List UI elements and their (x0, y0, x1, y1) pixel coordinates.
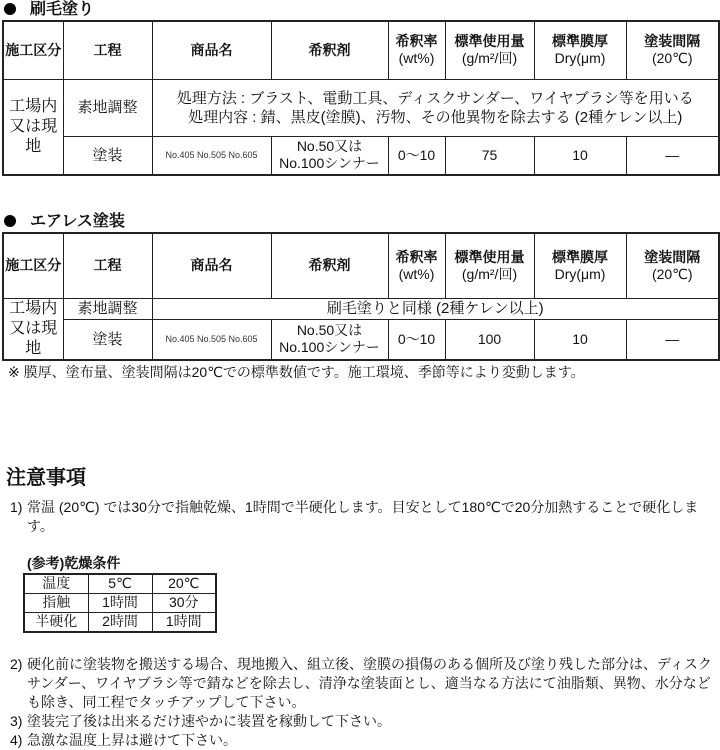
table-row (24, 612, 216, 632)
header-thickness: 標準膜厚 Dry(μm) (534, 21, 626, 79)
caution-item-3 (10, 712, 716, 731)
item-text: 常温 (20℃) では30分で指触乾燥、1時間で半硬化します。目安として180℃で20分加熱することで硬化します。 (27, 498, 699, 534)
header-product: 商品名 (152, 233, 271, 298)
airless-spec-table (2, 232, 720, 361)
table-row (24, 574, 216, 594)
item-number: 3) (10, 712, 23, 729)
item-number: 1) (10, 498, 23, 515)
cell: 半硬化 (24, 612, 88, 632)
table-row (3, 136, 719, 175)
cell: 1時間 (152, 612, 216, 632)
process-cell: 素地調整 (63, 79, 152, 136)
cell: 温度 (24, 574, 88, 594)
caution-item-1 (10, 498, 716, 536)
thickness-cell: 10 (534, 320, 626, 360)
item-text: 塗装完了後は出来るだけ速やかに装置を稼動して下さい。 (27, 712, 391, 729)
footnote: ※ 膜厚、塗布量、塗装間隔は20℃での標準数値です。施工環境、季節等により変動します。 (8, 363, 585, 380)
product-cell: No.405 No.505 No.605 (152, 136, 271, 175)
table-row (3, 79, 719, 136)
dry-table-title: (参考)乾燥条件 (27, 554, 121, 571)
header-dilution: 希釈率 (wt%) (388, 233, 445, 298)
prep-text-cell: 処理方法 : ブラスト、電動工具、ディスクサンダー、ワイヤブラシ等を用いる 処理内容 : 錆、黒皮(塗膜)、汚物、その他異物を除去する (2種ケレン以上) (152, 79, 719, 136)
bullet-icon (4, 215, 16, 227)
table-header-row (3, 233, 719, 298)
dilution-cell: 0〜10 (388, 320, 445, 360)
cell: 指触 (24, 593, 88, 612)
product-cell: No.405 No.505 No.605 (152, 320, 271, 360)
usage-cell: 100 (445, 320, 534, 360)
header-process: 工程 (63, 21, 152, 79)
airless-title-text: エアレス塗装 (30, 213, 125, 230)
cell: 20℃ (152, 574, 216, 594)
header-dilution: 希釈率 (wt%) (388, 21, 445, 79)
header-zone: 施工区分 (3, 21, 63, 79)
header-process: 工程 (63, 233, 152, 298)
header-zone: 施工区分 (3, 233, 63, 298)
usage-cell: 75 (445, 136, 534, 175)
cell: 2時間 (88, 612, 152, 632)
header-usage: 標準使用量 (g/m²/回) (445, 21, 534, 79)
process-cell: 塗装 (63, 320, 152, 360)
interval-cell: — (626, 320, 719, 360)
header-interval: 塗装間隔 (20℃) (626, 233, 719, 298)
caution-item-4 (10, 731, 716, 750)
zone-cell: 工場内又は現地 (3, 79, 63, 175)
process-cell: 塗装 (63, 136, 152, 175)
cell: 1時間 (88, 593, 152, 612)
dilution-cell: 0〜10 (388, 136, 445, 175)
thinner-cell: No.50又は No.100シンナー (271, 136, 388, 175)
table-row (3, 320, 719, 360)
item-text: 急激な温度上昇は避けて下さい。 (27, 731, 237, 748)
item-number: 2) (10, 655, 23, 672)
table-header-row (3, 21, 719, 79)
section-title-airless (2, 212, 720, 232)
header-thinner: 希釈剤 (271, 21, 388, 79)
header-interval: 塗装間隔 (20℃) (626, 21, 719, 79)
section-title-brush (2, 0, 720, 20)
prep-text-cell: 刷毛塗りと同様 (2種ケレン以上) (152, 298, 719, 320)
cell: 30分 (152, 593, 216, 612)
thinner-cell: No.50又は No.100シンナー (271, 320, 388, 360)
thickness-cell: 10 (534, 136, 626, 175)
header-thickness: 標準膜厚 Dry(μm) (534, 233, 626, 298)
item-number: 4) (10, 731, 23, 748)
caution-item-2 (10, 655, 716, 712)
header-product: 商品名 (152, 21, 271, 79)
item-text: 硬化前に塗装物を搬送する場合、現地搬入、組立後、塗膜の損傷のある個所及び塗り残した部分は、ディスクサンダー、ワイヤブラシ等で錆などを除去し、清浄な塗装面とし、適当なる方法にて油脂類、異物、水分なども除き、同工程でタッチアップして下さい。 (27, 655, 712, 710)
cell: 5℃ (88, 574, 152, 594)
zone-cell: 工場内又は現地 (3, 298, 63, 360)
interval-cell: — (626, 136, 719, 175)
process-cell: 素地調整 (63, 298, 152, 320)
brush-title-text: 刷毛塗り (30, 1, 95, 18)
table-row (24, 593, 216, 612)
cautions-title: 注意事項 (6, 466, 86, 489)
header-usage: 標準使用量 (g/m²/回) (445, 233, 534, 298)
header-thinner: 希釈剤 (271, 233, 388, 298)
dry-conditions-table (23, 573, 217, 633)
brush-spec-table (2, 20, 720, 176)
bullet-icon (4, 3, 16, 15)
table-row (3, 298, 719, 320)
